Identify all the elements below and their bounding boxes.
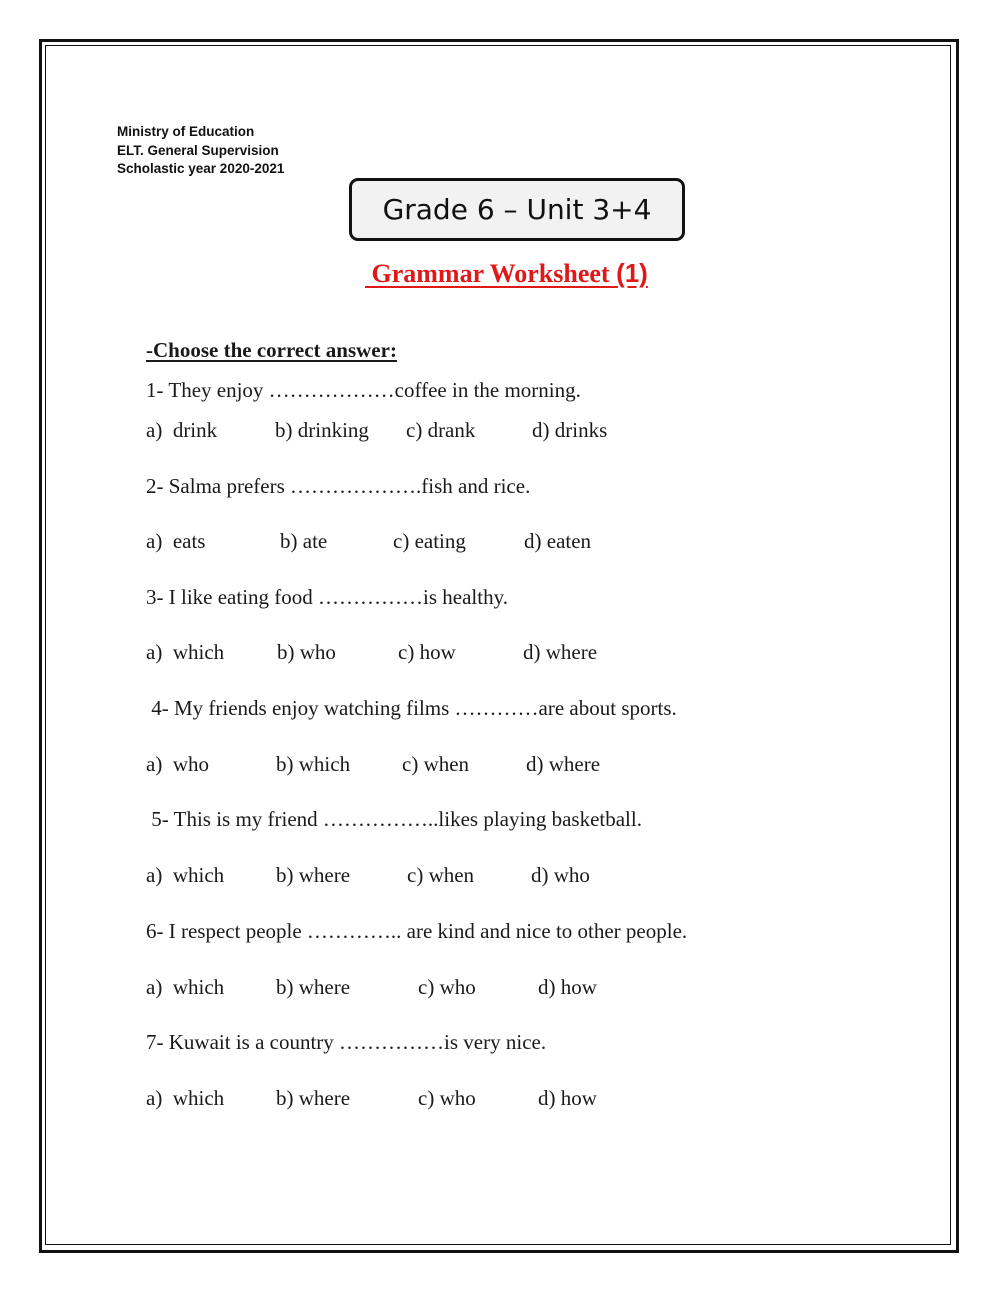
grade-unit-box: Grade 6 – Unit 3+4 [349,178,685,241]
option-2d: d) eaten [524,529,592,553]
worksheet-title-text: Grammar Worksheet [365,259,617,288]
option-7b: b) where [276,1086,351,1110]
header-ministry: Ministry of Education [117,124,255,139]
option-4a: a) who [146,752,209,776]
question-3: 3- I like eating food ……………is healthy. [146,585,508,609]
option-1c: c) drank [406,418,476,442]
instruction: -Choose the correct answer: [146,338,397,362]
question-4: 4- My friends enjoy watching films …………are about sports. [146,696,677,720]
option-5b: b) where [276,863,351,887]
question-2: 2- Salma prefers ……………….fish and rice. [146,474,531,498]
option-6c: c) who [418,975,476,999]
option-7c: c) who [418,1086,476,1110]
option-2a: a) eats [146,529,206,553]
option-4d: d) where [526,752,601,776]
option-7d: d) how [538,1086,597,1110]
worksheet-title [365,258,648,289]
document-header [117,123,284,179]
option-5d: d) who [531,863,590,887]
option-2c: c) eating [393,529,466,553]
header-supervision: ELT. General Supervision [117,142,279,158]
worksheet-number: (1) [616,258,648,288]
option-4b: b) which [276,752,351,776]
question-1: 1- They enjoy ………………coffee in the morning. [146,378,581,402]
option-3d: d) where [523,640,598,664]
option-2b: b) ate [280,529,328,553]
option-5c: c) when [407,863,475,887]
question-5: 5- This is my friend ……………..likes playing basketball. [146,807,642,831]
header-year: Scholastic year 2020-2021 [117,161,285,176]
option-7a: a) which [146,1086,225,1110]
option-6d: d) how [538,975,597,999]
option-1d: d) drinks [532,418,608,442]
option-3c: c) how [398,640,456,664]
question-6: 6- I respect people ………….. are kind and nice to other people. [146,919,688,943]
question-7: 7- Kuwait is a country ……………is very nice. [146,1030,547,1054]
option-1b: b) drinking [275,418,369,442]
option-6b: b) where [276,975,351,999]
option-1a: a) drink [146,418,218,442]
option-3a: a) which [146,640,225,664]
option-3b: b) who [277,640,336,664]
option-5a: a) which [146,863,225,887]
option-4c: c) when [402,752,470,776]
option-6a: a) which [146,975,225,999]
